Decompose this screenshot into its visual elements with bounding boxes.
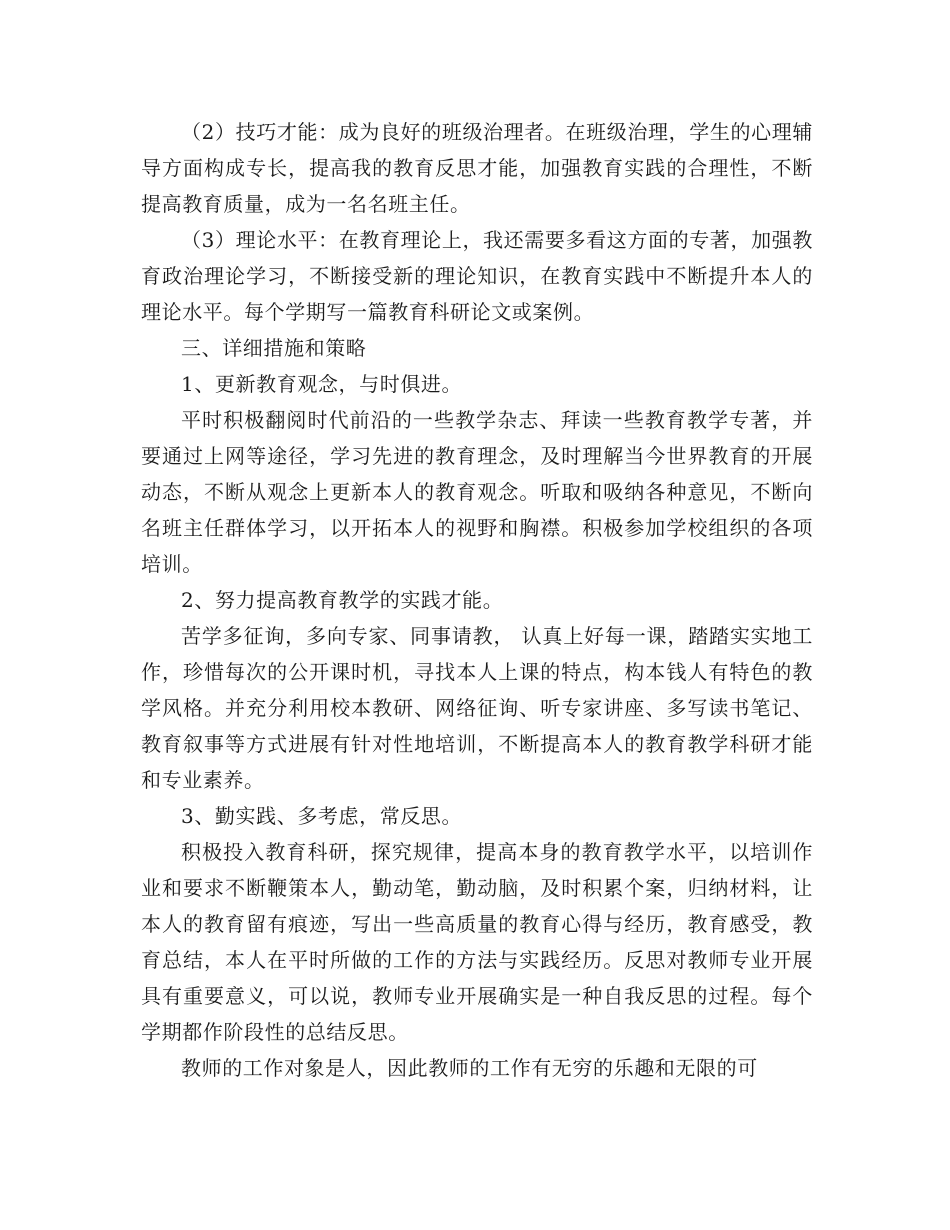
paragraph-update-concepts: 平时积极翻阅时代前沿的一些教学杂志、拜读一些教育教学专著，并要通过上网等途径，学习先进的教育理念，及时理解当今世界教育的开展动态，不断从观念上更新本人的教育观念。听取和吸纳各种意见，不断向名班主任群体学习，以开拓本人的视野和胸襟。积极参加学校组织的各项培训。 — [141, 408, 813, 576]
paragraph-skill-ability: （2）技巧才能：成为良好的班级治理者。在班级治理，学生的心理辅导方面构成专长，提高我的教育反思才能，加强教育实践的合理性，不断提高教育质量，成为一名名班主任。 — [141, 120, 813, 216]
paragraph-practice-ability: 苦学多征询，多向专家、同事请教， 认真上好每一课，踏踏实实地工作，珍惜每次的公开课时机，寻找本人上课的特点，构本钱人有特色的教学风格。并充分利用校本教研、网络征询、听专家讲座、多写读书笔记、教育叙事等方式进展有针对性地培训，不断提高本人的教育教学科研才能和专业素养。 — [141, 624, 813, 792]
paragraph-reflection: 积极投入教育科研，探究规律，提高本身的教育教学水平，以培训作业和要求不断鞭策本人，勤动笔，勤动脑，及时积累个案，归纳材料，让本人的教育留有痕迹，写出一些高质量的教育心得与经历，教育感受，教育总结，本人在平时所做的工作的方法与实践经历。反思对教师专业开展具有重要意义，可以说，教师专业开展确实是一种自我反思的过程。每个学期都作阶段性的总结反思。 — [141, 840, 813, 1044]
subheading-practice-ability: 2、努力提高教育教学的实践才能。 — [181, 588, 504, 612]
document-body — [141, 114, 813, 1086]
paragraph-teacher-work: 教师的工作对象是人，因此教师的工作有无穷的乐趣和无限的可 — [181, 1056, 758, 1080]
subheading-update-concepts: 1、更新教育观念，与时俱进。 — [181, 372, 463, 396]
paragraph-theory-level: （3）理论水平：在教育理论上，我还需要多看这方面的专著，加强教育政治理论学习，不断接受新的理论知识，在教育实践中不断提升本人的理论水平。每个学期写一篇教育科研论文或案例。 — [141, 228, 813, 324]
subheading-reflection: 3、勤实践、多考虑，常反思。 — [181, 804, 463, 828]
section-heading-measures: 三、详细措施和策略 — [181, 336, 367, 360]
